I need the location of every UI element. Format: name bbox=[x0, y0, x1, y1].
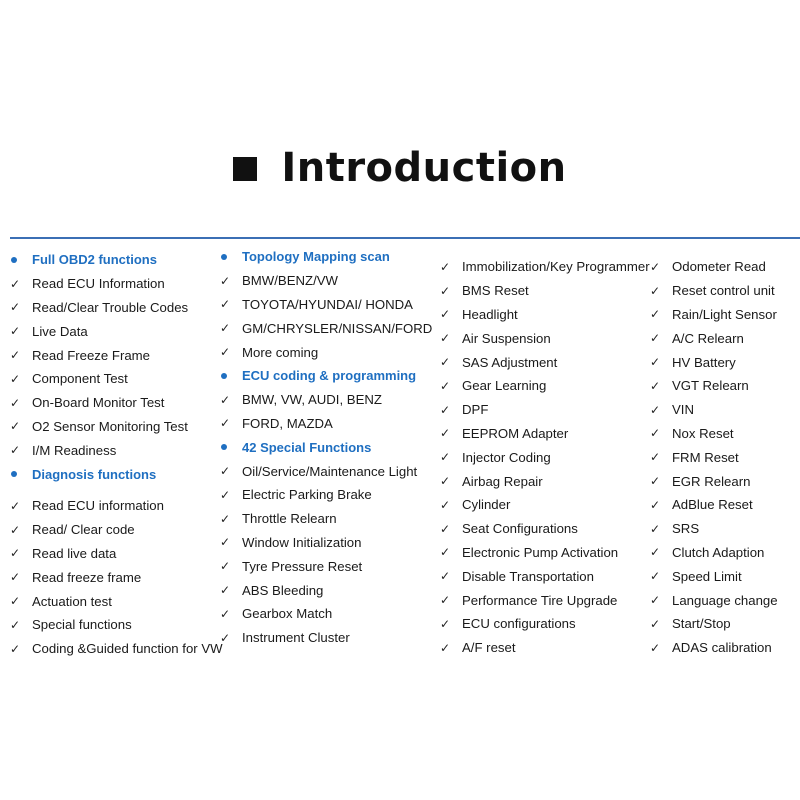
check-icon: ✓ bbox=[10, 443, 21, 458]
list-item-label: Odometer Read bbox=[672, 259, 766, 275]
dot-bullet-icon bbox=[10, 471, 32, 477]
heading-ecu-coding: ECU coding & programming bbox=[242, 368, 417, 384]
list-item bbox=[10, 319, 215, 343]
list-item bbox=[220, 388, 435, 412]
list-item bbox=[650, 469, 800, 493]
list-item bbox=[440, 445, 650, 469]
list-item-label: Electronic Pump Activation bbox=[462, 544, 619, 560]
section-heading bbox=[220, 435, 435, 459]
list-item-label: Live Data bbox=[32, 323, 88, 339]
list-item bbox=[220, 626, 435, 650]
check-icon: ✓ bbox=[10, 348, 21, 363]
list-item-label: Rain/Light Sensor bbox=[672, 306, 777, 322]
list-item-label: ABS Bleeding bbox=[242, 582, 324, 598]
check-icon: ✓ bbox=[10, 522, 21, 537]
list-item bbox=[440, 350, 650, 374]
list-item-label: Disable Transportation bbox=[462, 568, 594, 584]
list-item-label: VIN bbox=[672, 402, 694, 418]
check-icon: ✓ bbox=[440, 307, 451, 322]
check-icon: ✓ bbox=[10, 371, 21, 386]
list-item-label: Performance Tire Upgrade bbox=[462, 592, 618, 608]
list-item bbox=[650, 588, 800, 612]
list-item-label: Headlight bbox=[462, 306, 518, 322]
list-item bbox=[440, 517, 650, 541]
list-item-label: Component Test bbox=[32, 371, 128, 387]
list-item bbox=[10, 272, 215, 296]
list-item-label: Language change bbox=[672, 592, 778, 608]
check-icon: ✓ bbox=[650, 640, 661, 655]
list-item-label: Reset control unit bbox=[672, 283, 775, 299]
list-item bbox=[650, 350, 800, 374]
list-item bbox=[220, 412, 435, 436]
check-icon: ✓ bbox=[10, 641, 21, 656]
section-heading bbox=[10, 462, 215, 486]
list-item-label: SRS bbox=[672, 521, 700, 537]
list-item-label: Tyre Pressure Reset bbox=[242, 558, 363, 574]
check-icon: ✓ bbox=[440, 355, 451, 370]
list-item-label: Seat Configurations bbox=[462, 521, 578, 537]
list-item-label: Speed Limit bbox=[672, 568, 742, 584]
check-icon: ✓ bbox=[10, 324, 21, 339]
list-item bbox=[650, 517, 800, 541]
list-item-label: Start/Stop bbox=[672, 616, 731, 632]
list-item bbox=[10, 391, 215, 415]
check-icon: ✓ bbox=[220, 321, 231, 336]
check-icon: ✓ bbox=[220, 416, 231, 431]
check-icon: ✓ bbox=[440, 450, 451, 465]
list-item-label: Read Freeze Frame bbox=[32, 347, 150, 363]
list-item bbox=[440, 279, 650, 303]
list-item bbox=[220, 602, 435, 626]
list-item bbox=[650, 326, 800, 350]
check-icon: ✓ bbox=[650, 569, 661, 584]
list-item bbox=[10, 613, 215, 637]
check-icon: ✓ bbox=[650, 521, 661, 536]
section-heading bbox=[220, 245, 435, 269]
list-item-label: FORD, MAZDA bbox=[242, 415, 333, 431]
list-item-label: BMW, VW, AUDI, BENZ bbox=[242, 392, 382, 408]
list-item-label: Read/Clear Trouble Codes bbox=[32, 299, 189, 315]
list-item bbox=[650, 445, 800, 469]
list-item bbox=[650, 422, 800, 446]
heading-full-obd2: Full OBD2 functions bbox=[32, 252, 157, 268]
list-item bbox=[220, 578, 435, 602]
list-item-label: Actuation test bbox=[32, 593, 112, 609]
check-icon: ✓ bbox=[10, 276, 21, 291]
check-icon: ✓ bbox=[220, 464, 231, 479]
check-icon: ✓ bbox=[650, 307, 661, 322]
check-icon: ✓ bbox=[440, 402, 451, 417]
check-icon: ✓ bbox=[10, 300, 21, 315]
list-item-label: ECU configurations bbox=[462, 616, 576, 632]
check-icon: ✓ bbox=[650, 283, 661, 298]
list-item bbox=[650, 374, 800, 398]
list-item-label: BMW/BENZ/VW bbox=[242, 273, 338, 289]
check-icon: ✓ bbox=[220, 583, 231, 598]
list-item-label: A/F reset bbox=[462, 640, 516, 656]
check-icon: ✓ bbox=[440, 259, 451, 274]
check-icon: ✓ bbox=[650, 474, 661, 489]
check-icon: ✓ bbox=[220, 535, 231, 550]
list-item-label: EGR Relearn bbox=[672, 473, 751, 489]
list-item-label: Immobilization/Key Programmer bbox=[462, 259, 650, 275]
list-item bbox=[440, 469, 650, 493]
check-icon: ✓ bbox=[10, 498, 21, 513]
list-item-label: I/M Readiness bbox=[32, 442, 117, 458]
list-item-label: SAS Adjustment bbox=[462, 354, 558, 370]
check-icon: ✓ bbox=[650, 355, 661, 370]
list-item-label: O2 Sensor Monitoring Test bbox=[32, 418, 188, 434]
list-item-label: FRM Reset bbox=[672, 449, 739, 465]
list-item-label: Coding &Guided function for VW bbox=[32, 641, 223, 657]
check-icon: ✓ bbox=[440, 426, 451, 441]
list-item bbox=[650, 398, 800, 422]
check-icon: ✓ bbox=[220, 392, 231, 407]
check-icon: ✓ bbox=[440, 497, 451, 512]
list-item-label: Read ECU Information bbox=[32, 276, 165, 292]
check-icon: ✓ bbox=[10, 617, 21, 632]
list-item-label: Throttle Relearn bbox=[242, 511, 337, 527]
list-item-label: TOYOTA/HYUNDAI/ HONDA bbox=[242, 296, 413, 312]
list-item bbox=[440, 612, 650, 636]
check-icon: ✓ bbox=[440, 640, 451, 655]
list-item-label: GM/CHRYSLER/NISSAN/FORD bbox=[242, 320, 433, 336]
list-item bbox=[440, 374, 650, 398]
check-icon: ✓ bbox=[10, 395, 21, 410]
list-item-label: VGT Relearn bbox=[672, 378, 749, 394]
check-icon: ✓ bbox=[650, 497, 661, 512]
check-icon: ✓ bbox=[440, 545, 451, 560]
list-item bbox=[10, 565, 215, 589]
list-item bbox=[650, 636, 800, 660]
list-item bbox=[10, 542, 215, 566]
check-icon: ✓ bbox=[440, 378, 451, 393]
list-item bbox=[10, 494, 215, 518]
list-item bbox=[650, 612, 800, 636]
list-item bbox=[650, 255, 800, 279]
square-bullet-icon bbox=[233, 157, 257, 181]
check-icon: ✓ bbox=[440, 616, 451, 631]
list-item bbox=[440, 564, 650, 588]
dot-bullet-icon bbox=[220, 254, 242, 260]
check-icon: ✓ bbox=[220, 273, 231, 288]
list-item bbox=[10, 415, 215, 439]
section-heading bbox=[220, 364, 435, 388]
list-item-label: Window Initialization bbox=[242, 534, 362, 550]
column-special-functions-a bbox=[440, 255, 650, 660]
check-icon: ✓ bbox=[650, 593, 661, 608]
heading-special-functions: 42 Special Functions bbox=[242, 439, 372, 455]
page-title: Introduction bbox=[281, 145, 567, 191]
list-item bbox=[440, 303, 650, 327]
heading-diagnosis: Diagnosis functions bbox=[32, 466, 157, 482]
check-icon: ✓ bbox=[220, 297, 231, 312]
check-icon: ✓ bbox=[220, 606, 231, 621]
list-item bbox=[440, 541, 650, 565]
check-icon: ✓ bbox=[650, 402, 661, 417]
check-icon: ✓ bbox=[440, 593, 451, 608]
column-special-functions-b bbox=[650, 255, 800, 660]
list-item bbox=[10, 343, 215, 367]
check-icon: ✓ bbox=[650, 378, 661, 393]
list-item bbox=[10, 637, 223, 661]
check-icon: ✓ bbox=[650, 331, 661, 346]
list-item-label: HV Battery bbox=[672, 354, 736, 370]
check-icon: ✓ bbox=[220, 511, 231, 526]
list-item-label: Gear Learning bbox=[462, 378, 547, 394]
list-item-label: On-Board Monitor Test bbox=[32, 395, 165, 411]
list-item-label: Air Suspension bbox=[462, 330, 551, 346]
divider-line bbox=[10, 237, 800, 239]
list-item bbox=[220, 459, 435, 483]
dot-bullet-icon bbox=[220, 373, 242, 379]
list-item bbox=[10, 296, 215, 320]
list-item-label: Read/ Clear code bbox=[32, 522, 135, 538]
list-item bbox=[220, 531, 435, 555]
dot-bullet-icon bbox=[220, 444, 242, 450]
list-item bbox=[650, 541, 800, 565]
list-item bbox=[650, 303, 800, 327]
list-item-label: Read ECU information bbox=[32, 498, 164, 514]
check-icon: ✓ bbox=[220, 487, 231, 502]
check-icon: ✓ bbox=[440, 521, 451, 536]
list-item-label: Oil/Service/Maintenance Light bbox=[242, 463, 418, 479]
list-item bbox=[440, 422, 650, 446]
list-item-label: Clutch Adaption bbox=[672, 544, 765, 560]
list-item-label: Airbag Repair bbox=[462, 473, 543, 489]
list-item-label: EEPROM Adapter bbox=[462, 425, 569, 441]
list-item bbox=[440, 493, 650, 517]
title-block bbox=[0, 145, 800, 191]
list-item bbox=[440, 326, 650, 350]
list-item bbox=[440, 636, 650, 660]
check-icon: ✓ bbox=[10, 570, 21, 585]
list-item bbox=[10, 438, 215, 462]
heading-topology: Topology Mapping scan bbox=[242, 249, 390, 265]
list-item-label: Cylinder bbox=[462, 497, 511, 513]
list-item bbox=[220, 293, 435, 317]
check-icon: ✓ bbox=[440, 283, 451, 298]
list-item-label: Injector Coding bbox=[462, 449, 551, 465]
dot-bullet-icon bbox=[10, 257, 32, 263]
check-icon: ✓ bbox=[650, 426, 661, 441]
list-item-label: Nox Reset bbox=[672, 425, 734, 441]
check-icon: ✓ bbox=[10, 419, 21, 434]
check-icon: ✓ bbox=[220, 345, 231, 360]
check-icon: ✓ bbox=[650, 259, 661, 274]
column-obd2-diagnosis bbox=[10, 248, 223, 661]
list-item bbox=[10, 589, 215, 613]
list-item-label: ADAS calibration bbox=[672, 640, 772, 656]
check-icon: ✓ bbox=[10, 546, 21, 561]
list-item-label: AdBlue Reset bbox=[672, 497, 753, 513]
list-item-label: Special functions bbox=[32, 617, 132, 633]
list-item-label: A/C Relearn bbox=[672, 330, 744, 346]
section-heading bbox=[10, 248, 215, 272]
list-item-label: Read freeze frame bbox=[32, 569, 142, 585]
list-item bbox=[220, 554, 435, 578]
list-item bbox=[650, 564, 800, 588]
list-item bbox=[440, 255, 650, 279]
list-item-label: Instrument Cluster bbox=[242, 630, 350, 646]
check-icon: ✓ bbox=[440, 331, 451, 346]
check-icon: ✓ bbox=[650, 616, 661, 631]
list-item bbox=[10, 367, 215, 391]
check-icon: ✓ bbox=[440, 474, 451, 489]
list-item-label: BMS Reset bbox=[462, 283, 529, 299]
list-item-label: More coming bbox=[242, 344, 319, 360]
list-item bbox=[650, 493, 800, 517]
check-icon: ✓ bbox=[440, 569, 451, 584]
list-item bbox=[220, 340, 435, 364]
list-item bbox=[220, 269, 435, 293]
list-item-label: Read live data bbox=[32, 545, 117, 561]
list-item bbox=[440, 588, 650, 612]
column-topology-ecu-special bbox=[220, 245, 435, 650]
list-item bbox=[220, 483, 435, 507]
check-icon: ✓ bbox=[650, 450, 661, 465]
list-item bbox=[440, 398, 650, 422]
list-item bbox=[650, 279, 800, 303]
check-icon: ✓ bbox=[650, 545, 661, 560]
list-item-label: Electric Parking Brake bbox=[242, 487, 372, 503]
list-item bbox=[220, 316, 435, 340]
list-item-label: Gearbox Match bbox=[242, 606, 333, 622]
list-item bbox=[220, 507, 435, 531]
check-icon: ✓ bbox=[220, 630, 231, 645]
check-icon: ✓ bbox=[220, 559, 231, 574]
list-item bbox=[10, 518, 215, 542]
check-icon: ✓ bbox=[10, 594, 21, 609]
list-item-label: DPF bbox=[462, 402, 489, 418]
